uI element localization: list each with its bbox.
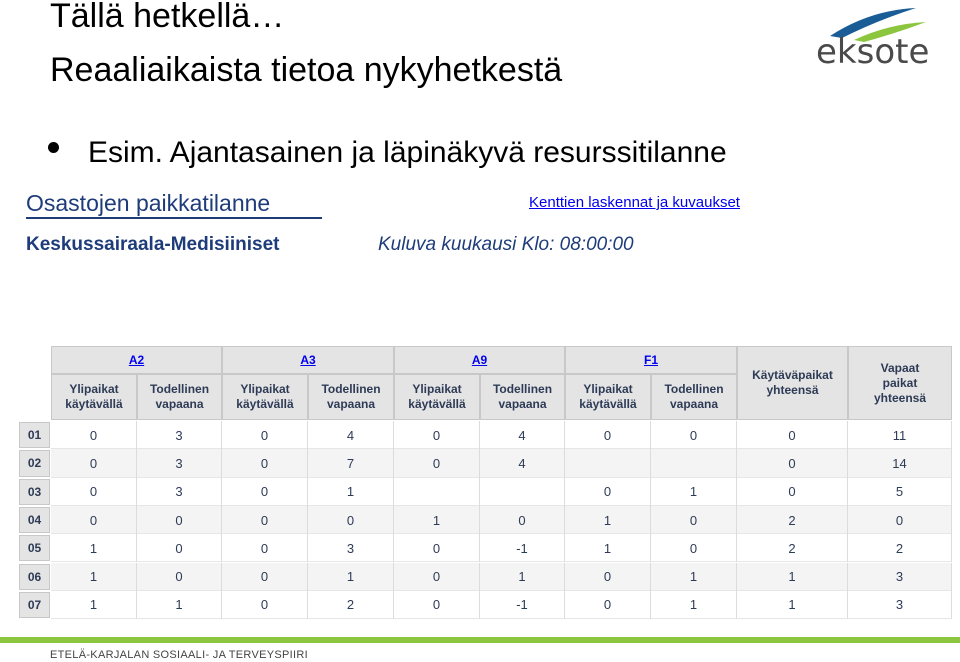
table-cell: 0 — [394, 449, 480, 477]
table-cell: 11 — [848, 421, 952, 449]
table-cell — [565, 449, 651, 477]
report-title-underline — [26, 217, 322, 219]
report-title: Osastojen paikkatilanne — [26, 190, 271, 216]
ward-header-a9 — [394, 346, 565, 374]
table-cell: 2 — [848, 534, 952, 562]
table-cell: 0 — [51, 421, 137, 449]
table-cell: 1 — [51, 534, 137, 562]
table-cell — [651, 449, 737, 477]
sub-header-f1-free: Todellinen vapaana — [651, 374, 737, 420]
table-cell: 0 — [565, 478, 651, 506]
slide-title-line1: Tällä hetkellä… — [50, 0, 285, 35]
table-cell: 4 — [308, 421, 394, 449]
table-cell: 0 — [137, 506, 222, 534]
row-label: 04 — [19, 507, 50, 533]
table-cell: 0 — [848, 506, 952, 534]
table-cell: 5 — [848, 478, 952, 506]
table-cell: 2 — [737, 506, 848, 534]
table-cell: 1 — [137, 591, 222, 619]
table-cell: 0 — [222, 563, 308, 591]
total-corridor-header: Käytäväpaikat yhteensä — [737, 346, 848, 420]
table-cell: 0 — [394, 534, 480, 562]
table-cell: 0 — [737, 478, 848, 506]
bullet-icon — [48, 142, 59, 153]
table-cell: -1 — [480, 534, 565, 562]
sub-header-a2-free: Todellinen vapaana — [137, 374, 222, 420]
table-cell: 0 — [222, 449, 308, 477]
table-cell: 2 — [308, 591, 394, 619]
table-cell: 14 — [848, 449, 952, 477]
sub-header-a3-free: Todellinen vapaana — [308, 374, 394, 420]
footer-text: ETELÄ-KARJALAN SOSIAALI- JA TERVEYSPIIRI — [50, 649, 308, 661]
table-cell: 2 — [737, 534, 848, 562]
table-cell: -1 — [480, 591, 565, 619]
ward-link-a3[interactable]: A3 — [300, 352, 316, 367]
row-label: 05 — [19, 535, 50, 561]
table-cell: 3 — [848, 591, 952, 619]
table-cell: 0 — [565, 591, 651, 619]
table-cell: 7 — [308, 449, 394, 477]
table-cell: 1 — [51, 563, 137, 591]
table-cell: 0 — [51, 449, 137, 477]
table-cell: 1 — [565, 506, 651, 534]
table-cell: 1 — [394, 506, 480, 534]
sub-header-f1-corridor: Ylipaikat käytävällä — [565, 374, 651, 420]
sub-header-a3-corridor: Ylipaikat käytävällä — [222, 374, 308, 420]
table-cell: 0 — [480, 506, 565, 534]
table-cell: 0 — [222, 506, 308, 534]
row-label: 01 — [19, 422, 50, 448]
footer-divider — [0, 637, 960, 643]
table-cell: 1 — [651, 591, 737, 619]
table-cell: 0 — [222, 478, 308, 506]
table-cell: 0 — [51, 478, 137, 506]
row-label: 06 — [19, 564, 50, 590]
row-label: 07 — [19, 592, 50, 618]
table-cell: 3 — [137, 449, 222, 477]
table-cell: 1 — [651, 478, 737, 506]
row-label: 03 — [19, 479, 50, 505]
ward-header-f1 — [565, 346, 737, 374]
table-cell: 0 — [51, 506, 137, 534]
table-cell: 0 — [137, 563, 222, 591]
table-cell: 3 — [137, 421, 222, 449]
ward-header-a2 — [51, 346, 222, 374]
ward-link-f1[interactable]: F1 — [643, 352, 658, 367]
table-cell — [394, 478, 480, 506]
table-cell: 4 — [480, 449, 565, 477]
table-cell: 0 — [651, 534, 737, 562]
table-cell: 0 — [222, 591, 308, 619]
sub-header-a9-corridor: Ylipaikat käytävällä — [394, 374, 480, 420]
table-cell: 0 — [651, 506, 737, 534]
table-cell: 0 — [565, 421, 651, 449]
table-cell: 0 — [137, 534, 222, 562]
table-cell: 0 — [651, 421, 737, 449]
table-cell: 1 — [565, 534, 651, 562]
table-cell: 1 — [308, 563, 394, 591]
sub-header-a2-corridor: Ylipaikat käytävällä — [51, 374, 137, 420]
sub-header-a9-free: Todellinen vapaana — [480, 374, 565, 420]
table-cell: 4 — [480, 421, 565, 449]
total-free-header: Vapaat paikat yhteensä — [848, 346, 952, 420]
table-cell — [480, 478, 565, 506]
logo-text: eksote — [816, 32, 930, 72]
unit-name: Keskussairaala-Medisiiniset — [26, 234, 280, 255]
help-link[interactable]: Kenttien laskennat ja kuvaukset — [529, 194, 740, 211]
table-cell: 0 — [222, 421, 308, 449]
table-cell: 0 — [394, 563, 480, 591]
table-cell: 0 — [308, 506, 394, 534]
table-cell: 0 — [394, 591, 480, 619]
table-cell: 0 — [222, 534, 308, 562]
ward-link-a9[interactable]: A9 — [471, 352, 488, 367]
table-cell: 1 — [737, 563, 848, 591]
slide-title-line2: Reaaliaikaista tietoa nykyhetkestä — [50, 51, 563, 89]
table-cell: 0 — [737, 421, 848, 449]
table-cell: 1 — [480, 563, 565, 591]
table-cell: 1 — [51, 591, 137, 619]
ward-header-a3 — [222, 346, 394, 374]
table-cell: 0 — [394, 421, 480, 449]
table-cell: 1 — [651, 563, 737, 591]
row-label: 02 — [19, 450, 50, 476]
table-cell: 3 — [308, 534, 394, 562]
table-cell: 0 — [737, 449, 848, 477]
table-cell: 3 — [137, 478, 222, 506]
table-cell: 0 — [565, 563, 651, 591]
table-cell: 1 — [308, 478, 394, 506]
table-cell: 3 — [848, 563, 952, 591]
period-label: Kuluva kuukausi Klo: 08:00:00 — [378, 234, 634, 255]
ward-link-a2[interactable]: A2 — [128, 352, 145, 367]
table-cell: 1 — [737, 591, 848, 619]
bullet-text: Esim. Ajantasainen ja läpinäkyvä resurssitilanne — [88, 136, 727, 169]
